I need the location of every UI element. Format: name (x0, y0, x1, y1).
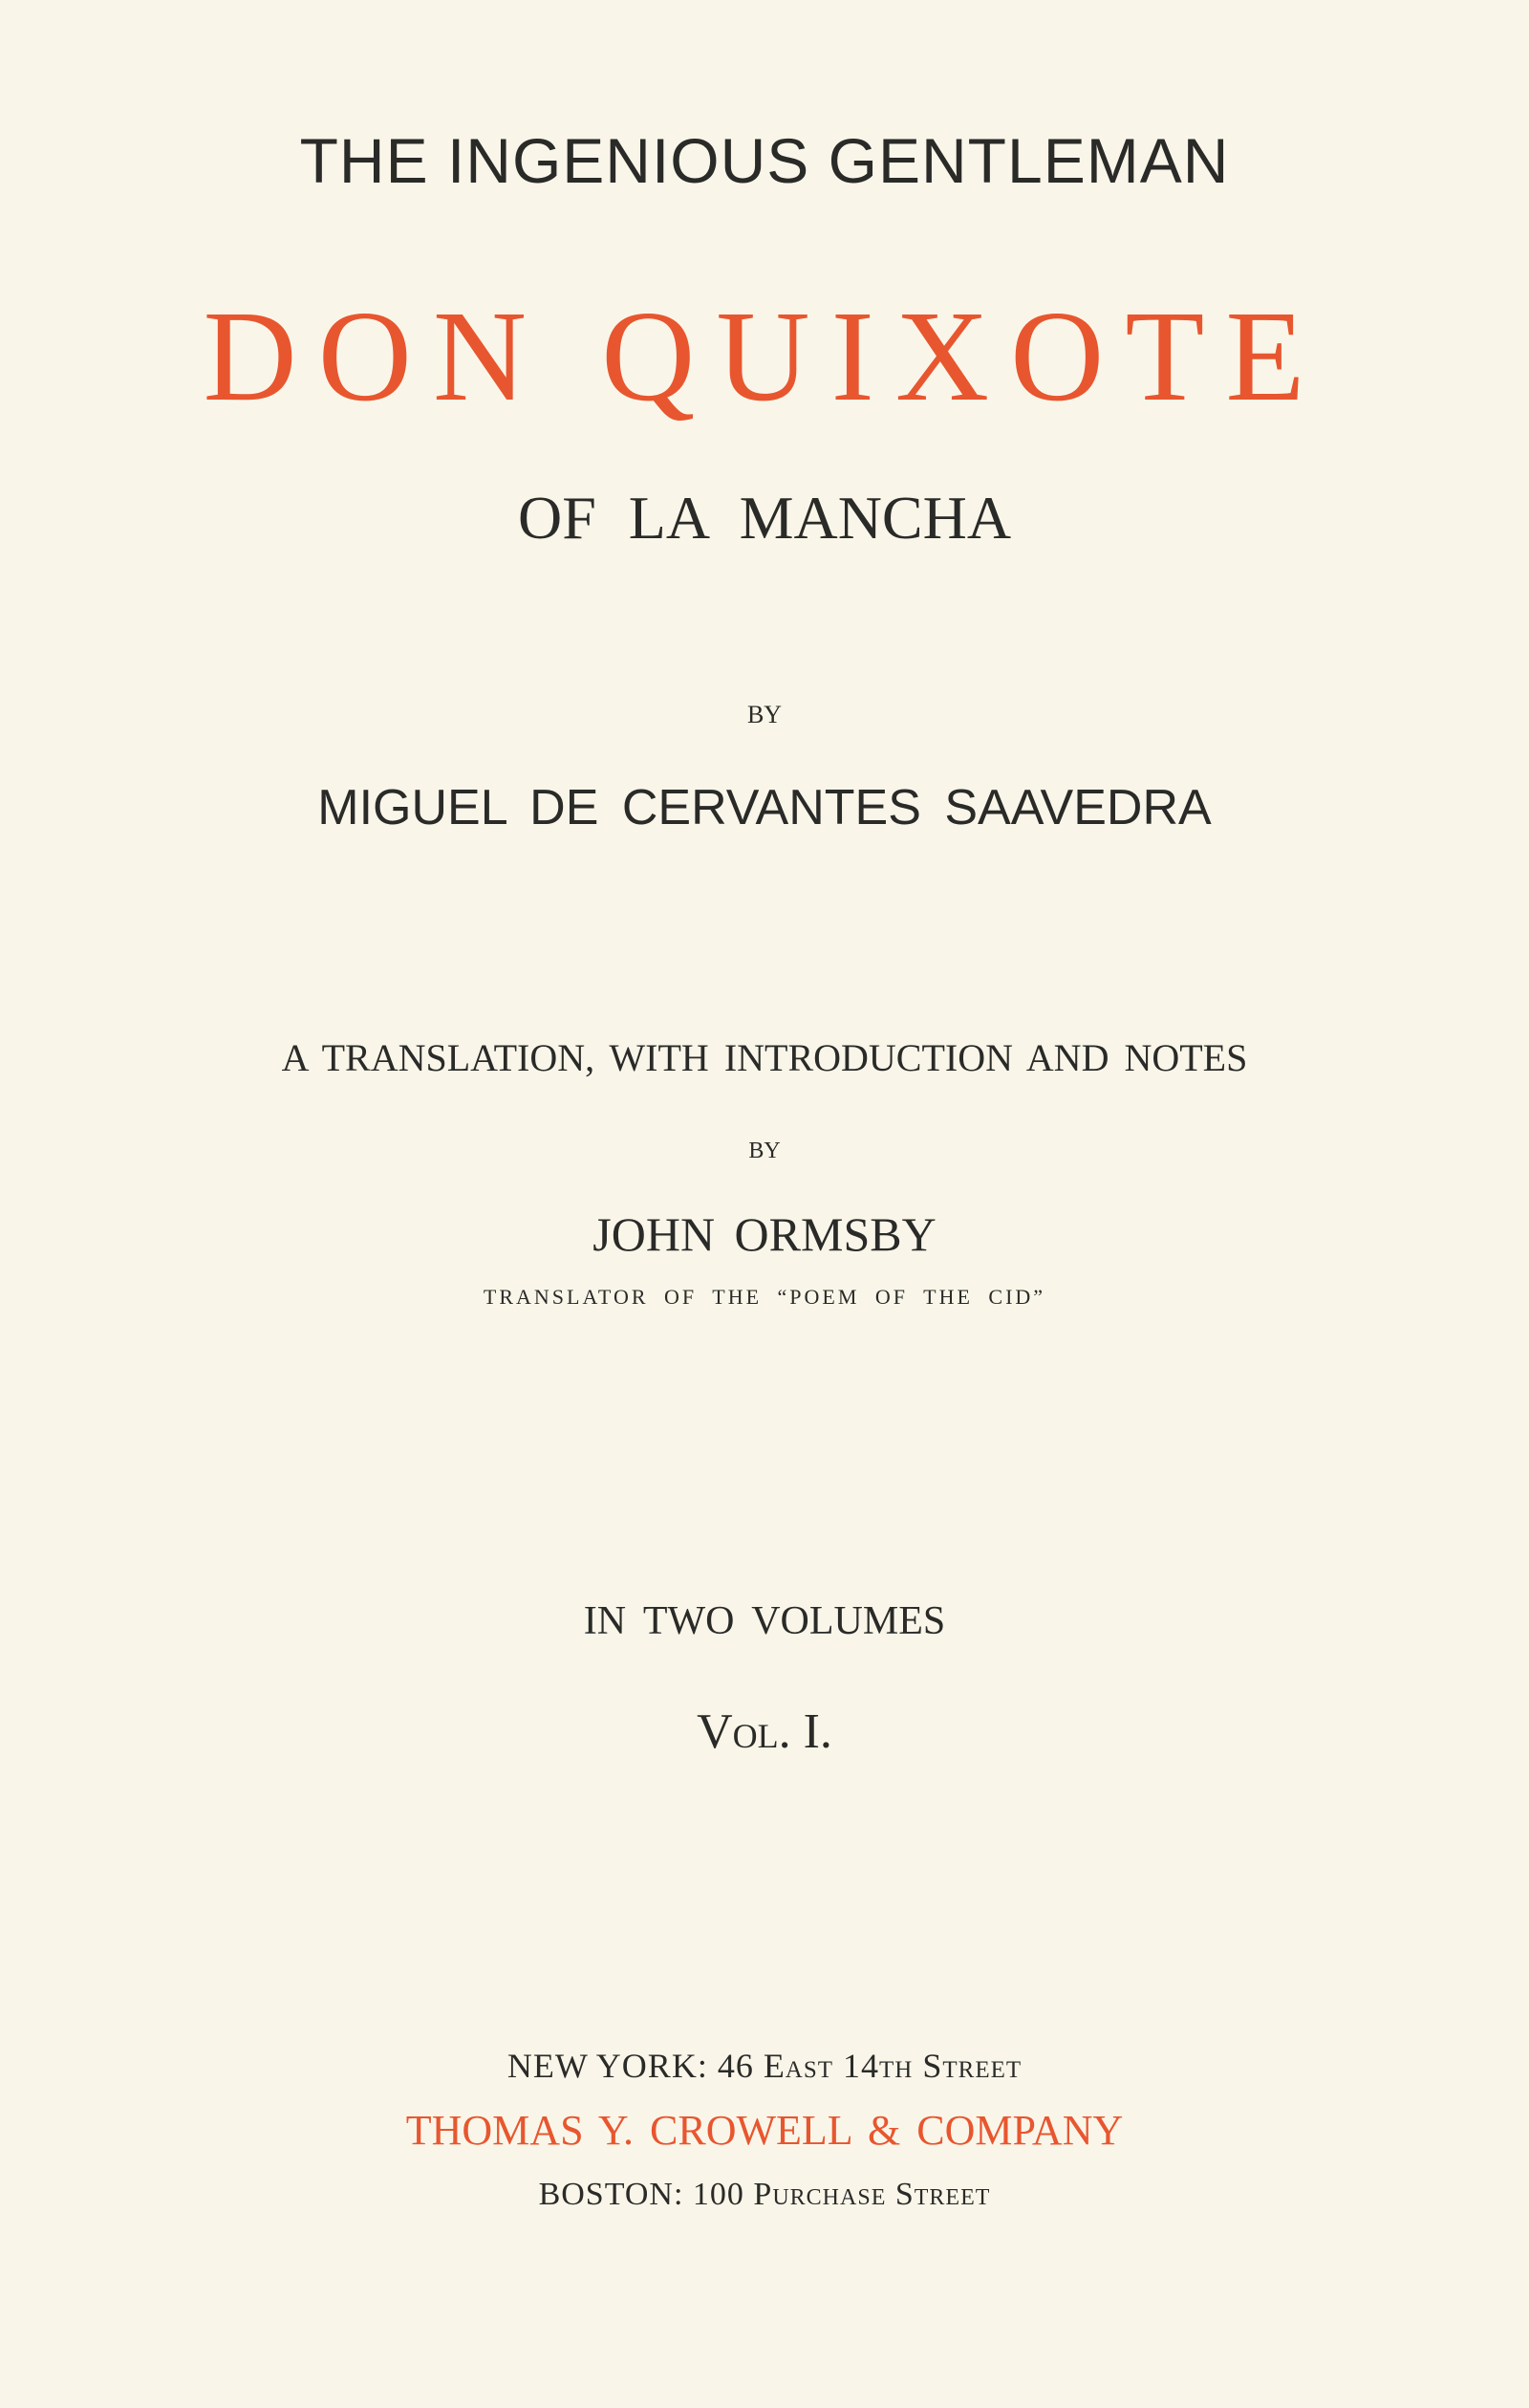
imprint-new-york: NEW YORK: 46 East 14th Street (506, 2047, 1023, 2085)
author-name: MIGUEL DE CERVANTES SAAVEDRA (317, 780, 1212, 835)
publisher-name: THOMAS Y. CROWELL & COMPANY (405, 2107, 1124, 2154)
pre-title: THE INGENIOUS GENTLEMAN (299, 125, 1230, 196)
imprint-boston: BOSTON: 100 Purchase Street (538, 2177, 991, 2212)
translator-credit: TRANSLATOR OF THE “POEM OF THE CID” (483, 1285, 1046, 1309)
by-label: BY (746, 701, 783, 728)
subtitle: OF LA MANCHA (517, 484, 1012, 552)
translator-name: JOHN ORMSBY (592, 1207, 937, 1261)
volume-number: Vol. I. (697, 1704, 832, 1759)
volumes-note: IN TWO VOLUMES (583, 1599, 946, 1643)
translation-note: A TRANSLATION, WITH INTRODUCTION AND NOTES (281, 1036, 1248, 1079)
by-label-2: BY (748, 1139, 781, 1163)
book-title: DON QUIXOTE (203, 285, 1326, 428)
